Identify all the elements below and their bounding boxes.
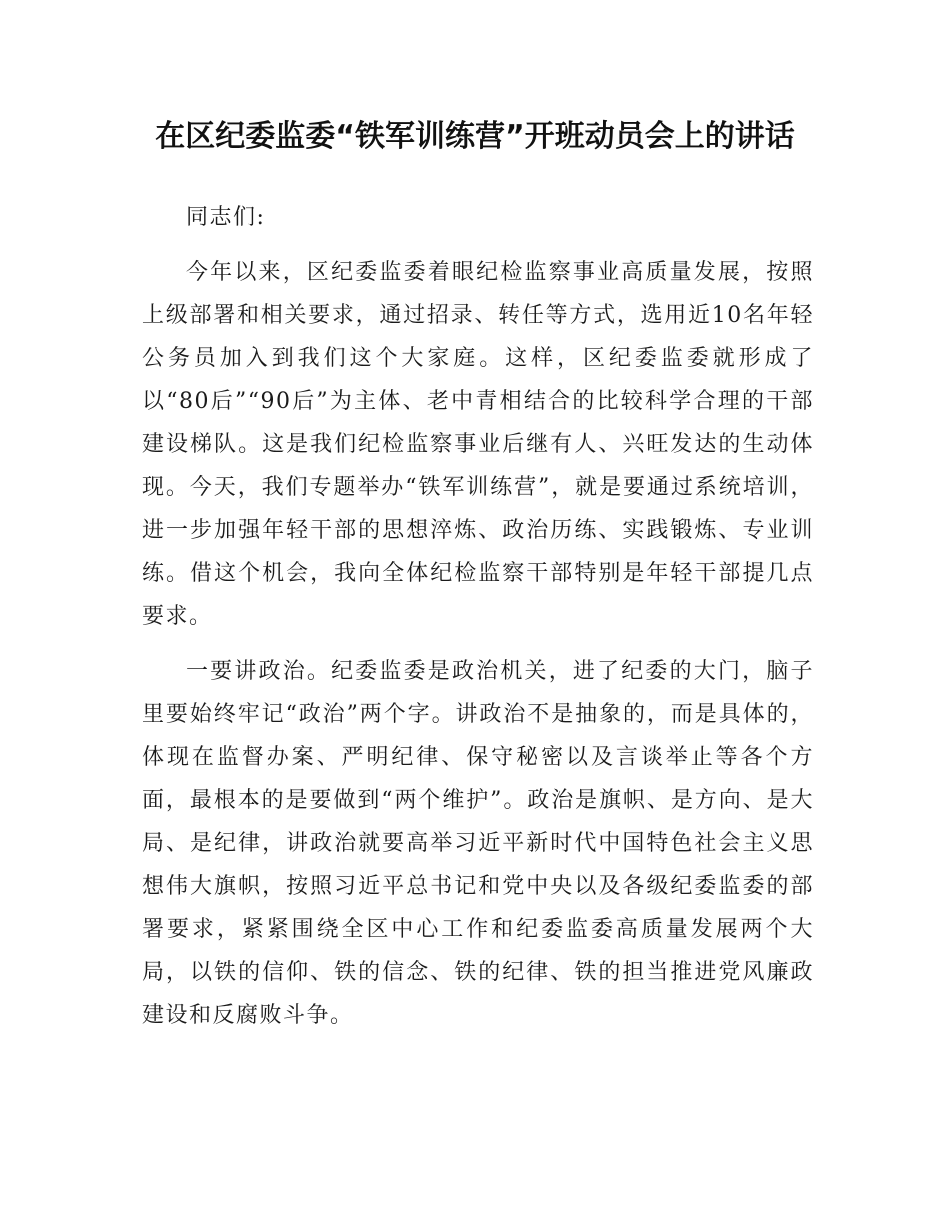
document-body	[142, 196, 814, 1049]
paragraph-politics: 一要讲政治。纪委监委是政治机关，进了纪委的大门，脑子里要始终牢记“政治”两个字。讲政治不是抽象的，而是具体的，体现在监督办案、严明纪律、保守秘密以及言谈举止等各个方面，最根本的是要做到“两个维护”。政治是旗帜、是方向、是大局、是纪律，讲政治就要高举习近平新时代中国特色社会主义思想伟大旗帜，按照习近平总书记和党中央以及各级纪委监委的部署要求，紧紧围绕全区中心工作和纪委监委高质量发展两个大局，以铁的信仰、铁的信念、铁的纪律、铁的担当推进党风廉政建设和反腐败斗争。	[142, 659, 814, 1028]
document-title: 在区纪委监委“铁军训练营”开班动员会上的讲话	[155, 119, 795, 154]
salutation: 同志们:	[186, 205, 266, 230]
paragraph-intro: 今年以来，区纪委监委着眼纪检监察事业高质量发展，按照上级部署和相关要求，通过招录、转任等方式，选用近10名年轻公务员加入到我们这个大家庭。这样，区纪委监委就形成了以“80后”“90后”为主体、老中青相结合的比较科学合理的干部建设梯队。这是我们纪检监察事业后继有人、兴旺发达的生动体现。今天，我们专题举办“铁军训练营”，就是要通过系统培训，进一步加强年轻干部的思想淬炼、政治历练、实践锻炼、专业训练。借这个机会，我向全体纪检监察干部特别是年轻干部提几点要求。	[142, 260, 814, 629]
